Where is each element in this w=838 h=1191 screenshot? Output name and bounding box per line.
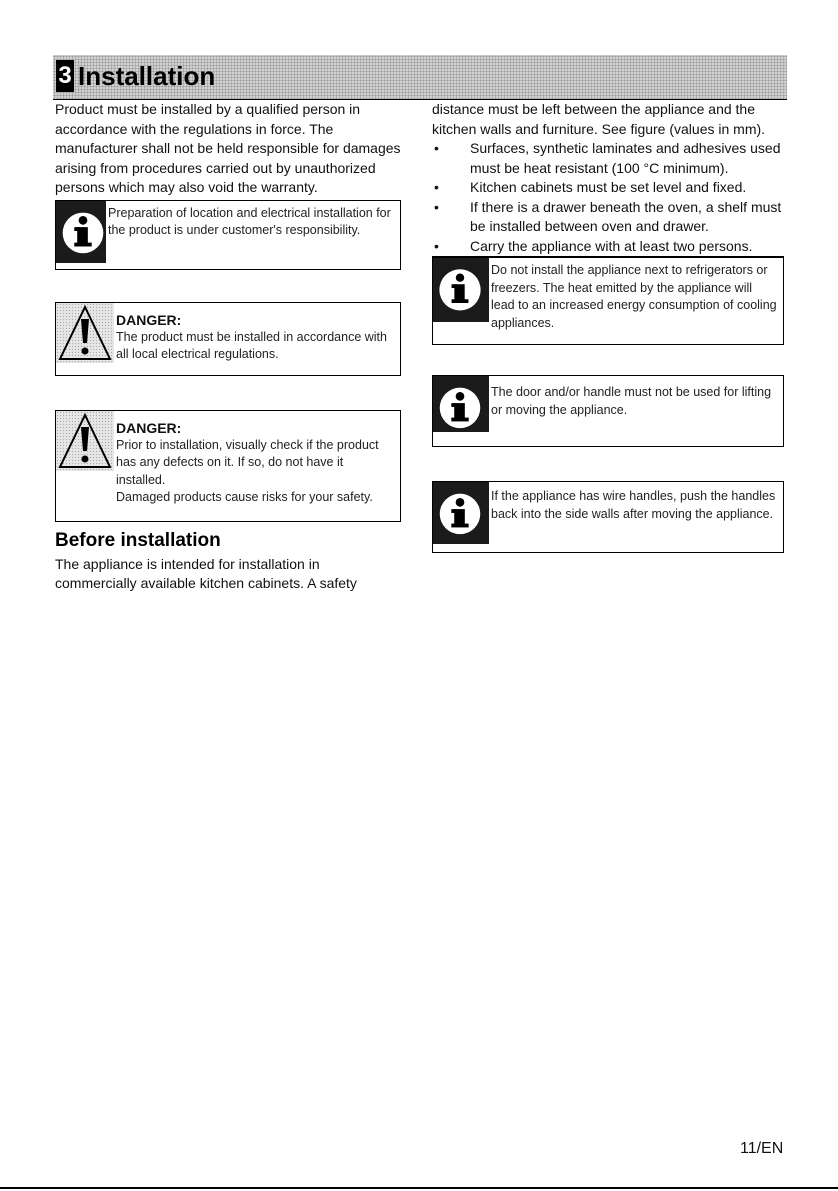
warning-triangle-icon [56,411,114,471]
info-icon [56,201,106,263]
section-heading-before-installation: Before installation [55,529,221,551]
danger-text: The product must be installed in accordance with all local electrical regulations. [116,329,387,362]
warning-triangle-icon [56,303,114,363]
before-installation-paragraph: The appliance is intended for installation in commercially available kitchen cabinets. A safety [55,555,357,591]
info-icon [433,258,489,322]
intro-paragraph: Product must be installed by a qualified person in accordance with the regulations in force. The manufacturer shall not be held responsible for damages arising from procedures carried out by unauthorized persons which may also void the warranty. [55,101,401,195]
bullet-icon: • [434,140,439,156]
page-number: 11/EN [740,1140,784,1157]
chapter-number: 3 [56,60,74,92]
list-item: • Kitchen cabinets must be set level and fixed. [432,178,784,198]
footer-rule [0,1187,838,1189]
danger-text: Prior to installation, visually check if the product has any defects on it. If so, do not have it installed. [116,437,379,487]
info-notice-text: Preparation of location and electrical installation for the product is under customer's responsibility. [108,205,391,238]
info-notice-door-handle [432,375,784,447]
list-item: • If there is a drawer beneath the oven, a shelf must be installed between oven and drawer. [434,198,782,234]
info-icon [433,376,489,432]
danger-notice-defects [55,410,401,522]
bullet-icon: • [434,198,439,215]
left-column [55,100,401,594]
info-notice-text: If the appliance has wire handles, push the handles back into the side walls after moving the appliance. [491,489,776,521]
danger-notice-electrical [55,302,401,376]
danger-title: DANGER: [116,311,182,328]
list-item: • Surfaces, synthetic laminates and adhesives used must be heat resistant (100 °C minimum). [434,140,781,176]
danger-text-safety: Damaged products cause risks for your safety. [116,490,373,505]
chapter-title: Installation [78,61,216,91]
info-notice-text: Do not install the appliance next to refrigerators or freezers. The heat emitted by the appliance will lead to an increased energy consumption of cooling appliances. [491,263,777,330]
bullet-icon: • [434,179,439,195]
info-notice-text: The door and/or handle must not be used for lifting or moving the appliance. [491,385,772,417]
requirements-list [432,139,784,257]
info-icon [433,482,489,544]
bullet-icon: • [434,237,439,254]
danger-title: DANGER: [116,419,182,436]
info-notice-wire-handles [432,481,784,553]
continuation-paragraph: distance must be left between the appliance and the kitchen walls and furniture. See figure (values in mm). [432,101,766,137]
right-column [432,100,784,553]
info-notice-refrigerators [432,257,784,345]
info-notice-customer-responsibility [55,200,401,270]
list-item: • Carry the appliance with at least two persons. [432,237,784,258]
